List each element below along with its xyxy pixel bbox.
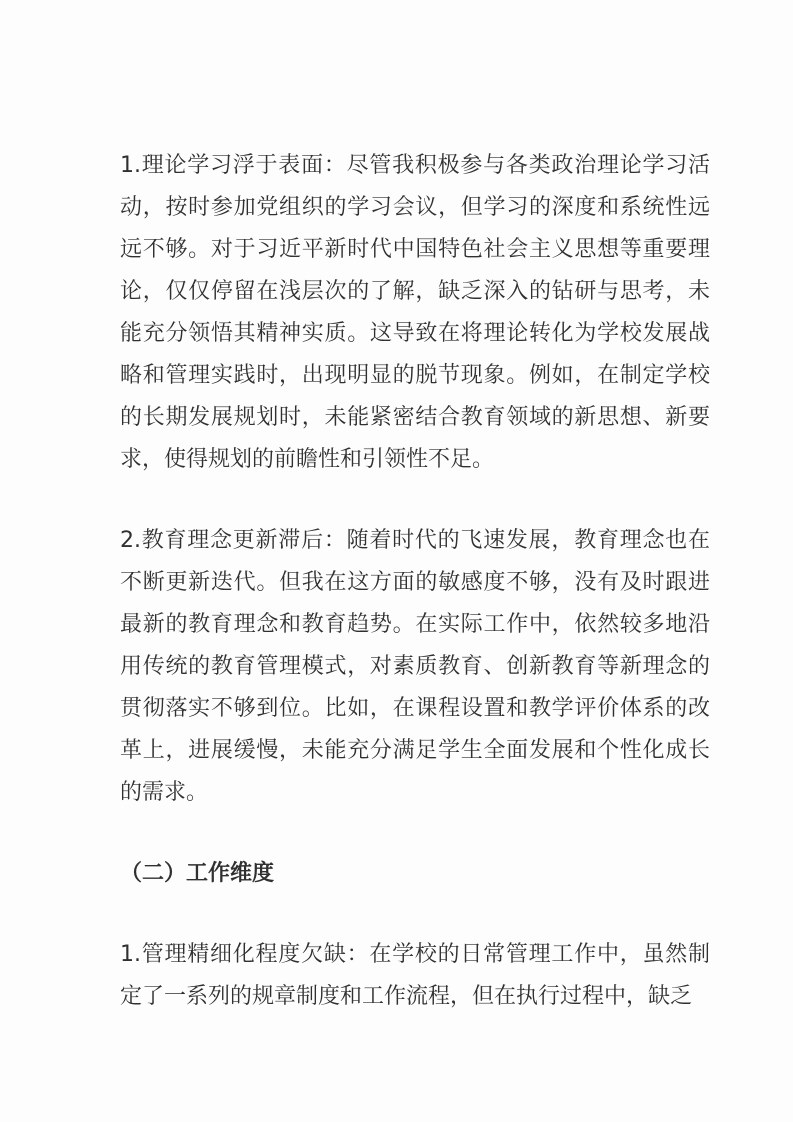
section-heading-work-dimension: （二）工作维度 xyxy=(120,861,275,886)
paragraph-education-concept-lag: 2.教育理念更新滞后：随着时代的飞速发展，教育理念也在不断更新迭代。但我在这方面的敏感度不够，没有及时跟进最新的教育理念和教育趋势。在实际工作中，依然较多地沿用传统的教育管理模式，对素质教育、创新教育等新理念的贯彻落实不够到位。比如，在课程设置和教学评价体系的改革上，进展缓慢，未能充分满足学生全面发展和个性化成长的需求。 xyxy=(120,528,710,805)
document-content xyxy=(120,145,710,1057)
paragraph-theory-study-shortcoming: 1.理论学习浮于表面：尽管我积极参与各类政治理论学习活动，按时参加党组织的学习会议，但学习的深度和系统性远远不够。对于习近平新时代中国特色社会主义思想等重要理论，仅仅停留在浅层次的了解，缺乏深入的钻研与思考，未能充分领悟其精神实质。这导致在将理论转化为学校发展战略和管理实践时，出现明显的脱节现象。例如，在制定学校的长期发展规划时，未能紧密结合教育领域的新思想、新要求，使得规划的前瞻性和引领性不足。 xyxy=(120,153,710,472)
paragraph-management-refinement-lack: 1.管理精细化程度欠缺：在学校的日常管理工作中，虽然制定了一系列的规章制度和工作流程，但在执行过程中，缺乏 xyxy=(120,942,710,1009)
